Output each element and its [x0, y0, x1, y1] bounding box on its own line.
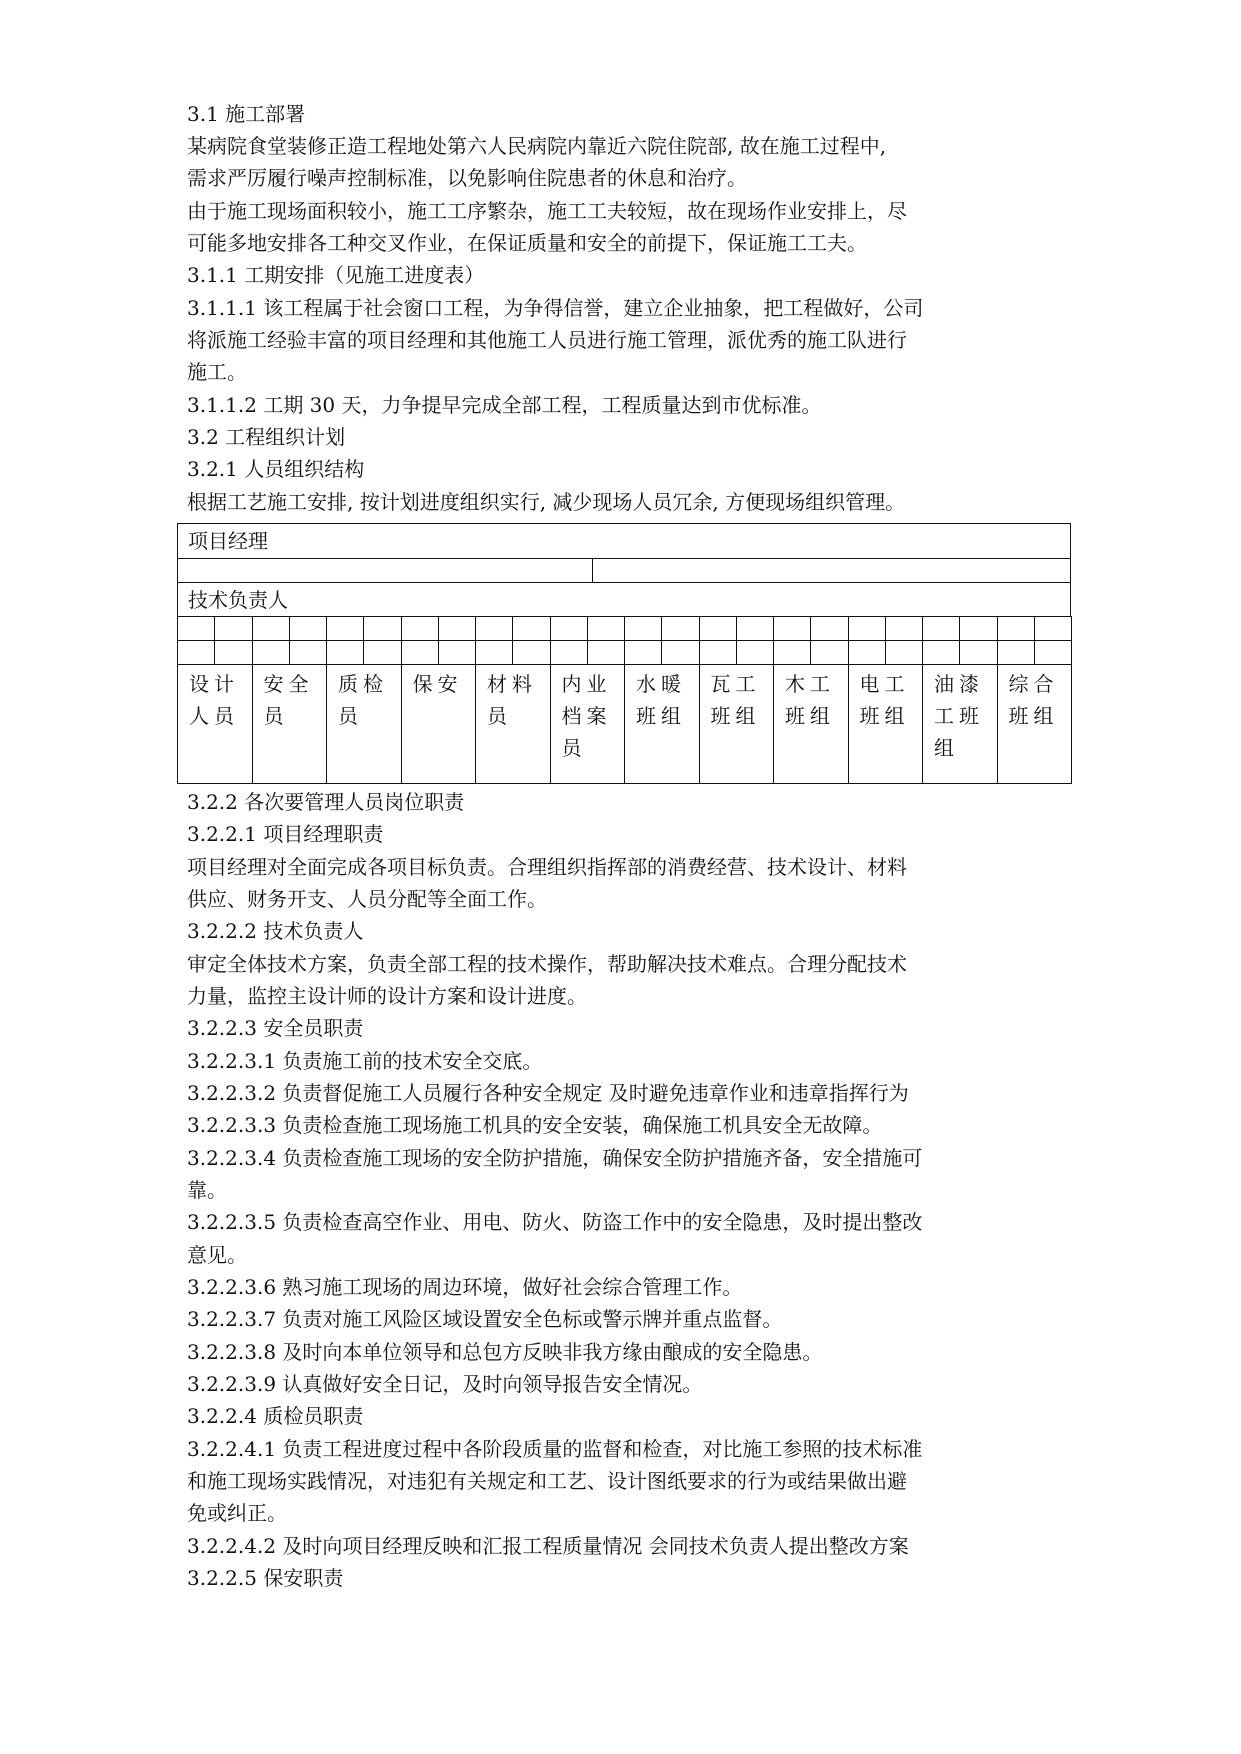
list-item: 3.2.2.3.8 及时向本单位领导和总包方反映非我方缘由酿成的安全隐患。 — [187, 1340, 823, 1364]
org-manager-cell — [177, 523, 1071, 559]
org-role-cell — [177, 664, 253, 784]
org-role-cell — [922, 664, 998, 784]
paragraph-line: 根据工艺施工安排, 按计划进度组织实行, 减少现场人员冗余, 方便现场组织管理。 — [187, 490, 906, 514]
list-item: 意见。 — [187, 1243, 247, 1267]
org-techlead-cell — [177, 582, 1071, 617]
org-role-cell — [997, 664, 1073, 784]
org-role-cell — [401, 664, 477, 784]
org-techlead-label: 技术负责人 — [188, 588, 288, 612]
org-connector-cell — [959, 616, 997, 641]
org-connector-cell — [177, 640, 215, 665]
org-role-cell — [624, 664, 700, 784]
heading-3-2-2-1: 3.2.2.1 项目经理职责 — [187, 822, 384, 846]
org-connector-cell — [550, 616, 588, 641]
org-connector-cell — [624, 640, 662, 665]
heading-3-2-1: 3.2.1 人员组织结构 — [187, 457, 365, 481]
org-connector-cell — [252, 616, 290, 641]
org-connector-cell — [699, 616, 737, 641]
org-role-cell — [848, 664, 924, 784]
org-connector-cell — [512, 640, 550, 665]
org-connector-cell — [326, 616, 364, 641]
org-role-label: 质检员 — [338, 672, 388, 728]
org-connector-cell — [885, 616, 923, 641]
org-connector-cell — [885, 640, 923, 665]
org-connector-cell — [661, 616, 699, 641]
org-connector-cell — [214, 616, 252, 641]
heading-3-2-2-3: 3.2.2.3 安全员职责 — [187, 1016, 364, 1040]
org-connector-cell — [289, 616, 327, 641]
org-role-label: 保安 — [412, 672, 463, 696]
org-connector-cell — [1034, 640, 1072, 665]
list-item: 3.2.2.3.7 负责对施工风险区域设置安全色标或警示牌并重点监督。 — [187, 1307, 783, 1331]
paragraph-line: 3.1.1.1 该工程属于社会窗口工程，为争得信誉，建立企业抽象，把工程做好，公司 — [187, 296, 924, 320]
org-role-cell — [773, 664, 849, 784]
org-connector-cell — [363, 616, 401, 641]
org-connector-cell — [922, 640, 960, 665]
org-connector-cell — [401, 640, 439, 665]
org-connector-cell — [810, 640, 848, 665]
org-role-cell — [252, 664, 328, 784]
org-connector-cell — [550, 640, 588, 665]
org-role-label: 安全员 — [263, 672, 314, 728]
org-spacer-cell — [592, 558, 1071, 583]
org-connector-cell — [661, 640, 699, 665]
paragraph-line: 某病院食堂装修正造工程地处第六人民病院内靠近六院住院部, 故在施工过程中, — [187, 134, 887, 158]
heading-3-1: 3.1 施工部署 — [187, 102, 306, 126]
heading-3-2-2-2: 3.2.2.2 技术负责人 — [187, 919, 364, 943]
paragraph-line: 力量，监控主设计师的设计方案和设计进度。 — [187, 984, 587, 1008]
org-connector-cell — [289, 640, 327, 665]
org-connector-cell — [997, 640, 1035, 665]
org-role-label: 内业档案员 — [561, 672, 612, 760]
org-connector-cell — [736, 640, 774, 665]
org-chart-table — [177, 523, 1071, 784]
list-item: 免或纠正。 — [187, 1501, 287, 1525]
org-connector-cell — [363, 640, 401, 665]
org-connector-cell — [810, 616, 848, 641]
org-role-label: 设计人员 — [189, 672, 239, 728]
org-role-label: 木工班组 — [785, 672, 835, 728]
org-role-label: 电工班组 — [859, 672, 910, 728]
org-connector-cell — [475, 616, 513, 641]
org-connector-cell — [326, 640, 364, 665]
paragraph-line: 审定全体技术方案，负责全部工程的技术操作，帮助解决技术难点。合理分配技术 — [187, 952, 907, 976]
org-connector-cell — [587, 616, 625, 641]
org-connector-cell — [252, 640, 290, 665]
paragraph-line: 需求严厉履行噪声控制标准，以免影响住院患者的休息和治疗。 — [187, 166, 747, 190]
org-role-cell — [326, 664, 402, 784]
org-connector-cell — [438, 640, 476, 665]
org-connector-cell — [624, 616, 662, 641]
org-connector-cell — [699, 640, 737, 665]
org-connector-cell — [848, 616, 886, 641]
org-role-cell — [699, 664, 775, 784]
paragraph-line: 3.1.1.2 工期 30 天，力争提早完成全部工程，工程质量达到市优标准。 — [187, 393, 822, 417]
org-connector-cell — [773, 616, 811, 641]
org-role-label: 油漆工班组 — [934, 672, 984, 760]
paragraph-line: 将派施工经验丰富的项目经理和其他施工人员进行施工管理，派优秀的施工队进行 — [187, 328, 907, 352]
org-connector-cell — [922, 616, 960, 641]
org-connector-cell — [401, 616, 439, 641]
org-connector-cell — [475, 640, 513, 665]
org-connector-cell — [736, 616, 774, 641]
org-connector-cell — [438, 616, 476, 641]
list-item: 3.2.2.3.5 负责检查高空作业、用电、防火、防盗工作中的安全隐患，及时提出整改 — [187, 1210, 923, 1234]
list-item: 3.2.2.3.4 负责检查施工现场的安全防护措施，确保安全防护措施齐备，安全措施可 — [187, 1146, 923, 1170]
heading-3-2-2: 3.2.2 各次要管理人员岗位职责 — [187, 790, 465, 814]
org-role-cell — [550, 664, 626, 784]
list-item: 3.2.2.4.1 负责工程进度过程中各阶段质量的监督和检查，对比施工参照的技术标准 — [187, 1437, 923, 1461]
paragraph-line: 可能多地安排各工种交叉作业，在保证质量和安全的前提下，保证施工工夫。 — [187, 231, 867, 255]
org-connector-cell — [848, 640, 886, 665]
list-item: 和施工现场实践情况，对违犯有关规定和工艺、设计图纸要求的行为或结果做出避 — [187, 1469, 907, 1493]
list-item: 3.2.2.4.2 及时向项目经理反映和汇报工程质量情况 会同技术负责人提出整改方案 — [187, 1534, 909, 1558]
paragraph-line: 施工。 — [187, 360, 247, 384]
org-connector-cell — [214, 640, 252, 665]
org-connector-cell — [959, 640, 997, 665]
paragraph-line: 供应、财务开支、人员分配等全面工作。 — [187, 887, 547, 911]
heading-3-2: 3.2 工程组织计划 — [187, 425, 346, 449]
list-item: 3.2.2.3.6 熟习施工现场的周边环境，做好社会综合管理工作。 — [187, 1275, 743, 1299]
org-manager-label: 项目经理 — [188, 529, 268, 553]
paragraph-line: 项目经理对全面完成各项目标负责。合理组织指挥部的消费经营、技术设计、材料 — [187, 855, 907, 879]
org-role-label: 材料员 — [487, 672, 537, 728]
list-item: 靠。 — [187, 1178, 227, 1202]
paragraph-line: 由于施工现场面积较小，施工工序繁杂，施工工夫较短，故在现场作业安排上，尽 — [187, 199, 907, 223]
list-item: 3.2.2.3.9 认真做好安全日记，及时向领导报告安全情况。 — [187, 1372, 703, 1396]
org-connector-cell — [773, 640, 811, 665]
org-connector-cell — [997, 616, 1035, 641]
heading-3-2-2-4: 3.2.2.4 质检员职责 — [187, 1404, 364, 1428]
org-connector-cell — [587, 640, 625, 665]
org-connector-cell — [512, 616, 550, 641]
list-item: 3.2.2.3.1 负责施工前的技术安全交底。 — [187, 1049, 543, 1073]
heading-3-2-2-5: 3.2.2.5 保安职责 — [187, 1566, 344, 1590]
org-role-cell — [475, 664, 551, 784]
org-role-label: 瓦工班组 — [710, 672, 761, 728]
org-connector-cell — [177, 616, 215, 641]
org-connector-cell — [1034, 616, 1072, 641]
org-role-label: 水暖班组 — [636, 672, 686, 728]
org-spacer-cell — [177, 558, 593, 583]
list-item: 3.2.2.3.2 负责督促施工人员履行各种安全规定 及时避免违章作业和违章指挥行为 — [187, 1081, 909, 1105]
heading-3-1-1: 3.1.1 工期安排（见施工进度表） — [187, 263, 485, 287]
org-role-label: 综合班组 — [1008, 672, 1059, 728]
list-item: 3.2.2.3.3 负责检查施工现场施工机具的安全安装，确保施工机具安全无故障。 — [187, 1113, 883, 1137]
